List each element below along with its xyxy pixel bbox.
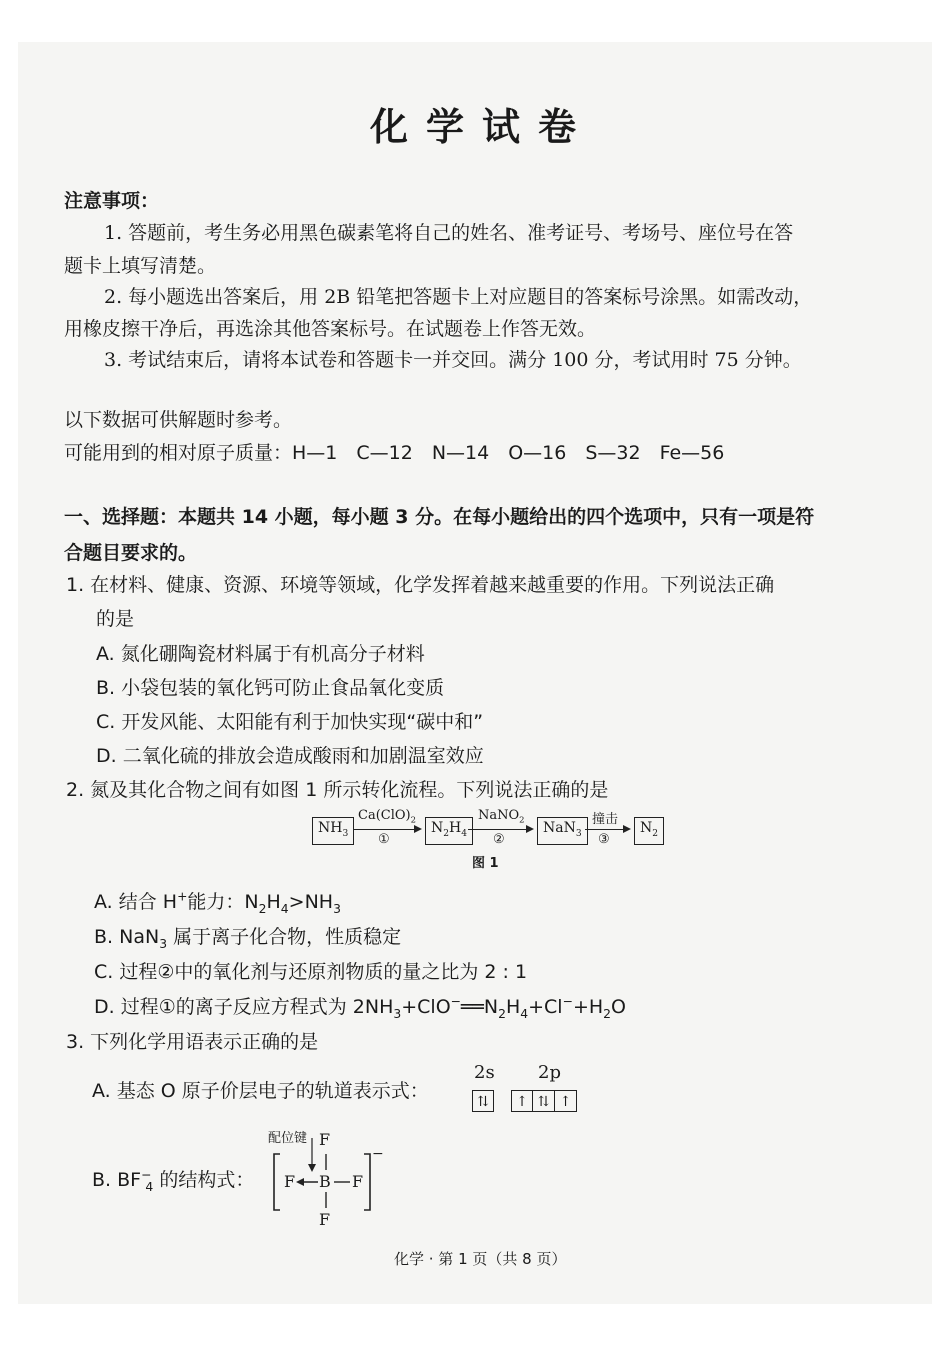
q3-stem: 3. 下列化学用语表示正确的是 (66, 1031, 319, 1053)
atom-f-top: F (319, 1130, 331, 1149)
q1-option-c: C. 开发风能、太阳能有利于加快实现“碳中和” (96, 711, 484, 733)
reference-line-2: 可能用到的相对原子质量：H—1 C—12 N—14 O—16 S—32 Fe—56 (64, 442, 725, 464)
notice-item-1-line-1: 1. 答题前，考生务必用黑色碳素笔将自己的姓名、准考证号、考场号、座位号在答 (104, 222, 794, 244)
orbital-2p-boxes (511, 1090, 577, 1112)
flow-node-n2h4: $N_2H_4$ (425, 817, 473, 845)
orbital-2s-box (472, 1090, 494, 1112)
orbital-box: ↑ (555, 1090, 577, 1112)
flow-arrow-3 (585, 829, 629, 830)
orbital-box: ⇅ (472, 1090, 494, 1112)
section-1-line-1: 一、选择题：本题共 14 小题，每小题 3 分。在每小题给出的四个选项中，只有一项是符 (64, 506, 815, 528)
flow-arrow-2 (468, 829, 532, 830)
atom-b-center: B (319, 1172, 331, 1191)
atom-f-right: F (352, 1172, 364, 1191)
flow-node-n2: $N_2$ (634, 817, 664, 845)
flow-node-nan3: NaN$_3$ (537, 817, 588, 845)
notice-item-1-line-2: 题卡上填写清楚。 (64, 255, 217, 277)
page-footer: 化学 · 第 1 页（共 8 页） (394, 1250, 567, 1268)
q2-stem: 2. 氮及其化合物之间有如图 1 所示转化流程。下列说法正确的是 (66, 779, 609, 801)
orbital-box: ⇅ (533, 1090, 555, 1112)
orbital-box: ↑ (511, 1090, 533, 1112)
figure-1-caption: 图 1 (472, 856, 499, 871)
q1-option-a: A. 氮化硼陶瓷材料属于有机高分子材料 (96, 643, 425, 665)
notice-item-3: 3. 考试结束后，请将本试卷和答题卡一并交回。满分 100 分，考试用时 75 分钟。 (104, 349, 802, 371)
flow-reagent-1: $Ca(ClO)_2$ (358, 808, 416, 825)
q3-option-b: B. $BF^-_4$ 的结构式： (92, 1167, 255, 1194)
flow-step-1: ① (378, 832, 390, 847)
orbital-2p-label: 2p (538, 1062, 561, 1083)
notice-item-2-line-2: 用橡皮擦干净后，再选涂其他答案标号。在试题卷上作答无效。 (64, 318, 597, 340)
flow-step-3: ③ (598, 832, 610, 847)
section-1-line-2: 合题目要求的。 (64, 542, 198, 564)
flow-reagent-3: 撞击 (592, 812, 619, 827)
right-bracket (364, 1154, 370, 1210)
flow-arrow-1 (354, 829, 420, 830)
q1-stem-line-2: 的是 (96, 608, 135, 630)
reference-line-1: 以下数据可供解题时参考。 (64, 409, 293, 431)
orbital-2s-label: 2s (474, 1062, 495, 1083)
q2-option-a: A. 结合 H+能力：$N_2H_4>NH_3$ (94, 889, 341, 916)
q1-option-d: D. 二氧化硫的排放会造成酸雨和加剧温室效应 (96, 745, 484, 767)
q1-option-b: B. 小袋包装的氧化钙可防止食品氧化变质 (96, 677, 445, 699)
ion-charge: − (372, 1146, 384, 1162)
q3-option-a: A. 基态 O 原子价层电子的轨道表示式： (92, 1080, 429, 1102)
label-pointer-head (308, 1164, 316, 1172)
flow-step-2: ② (493, 832, 505, 847)
page-title: 化学试卷 (370, 104, 595, 149)
atom-f-left: F (284, 1172, 296, 1191)
flow-node-nh3: $NH_3$ (312, 817, 354, 845)
left-bracket (274, 1154, 280, 1210)
q1-stem-line-1: 1. 在材料、健康、资源、环境等领域，化学发挥着越来越重要的作用。下列说法正确 (66, 574, 775, 596)
q2-option-d: D. 过程①的离子反应方程式为 $2NH_3+ClO^-══N_2H_4+Cl^-+H_2O$ (94, 994, 626, 1021)
coordinate-bond-arrowhead (296, 1178, 304, 1186)
notice-heading: 注意事项： (64, 190, 160, 212)
coordinate-bond-label: 配位键 (268, 1131, 308, 1146)
atom-f-bottom: F (319, 1210, 331, 1229)
q2-option-b: B. NaN$_3$ 属于离子化合物，性质稳定 (94, 926, 402, 951)
q2-option-c: C. 过程②中的氧化剂与还原剂物质的量之比为 2 : 1 (94, 961, 528, 983)
notice-item-2-line-1: 2. 每小题选出答案后，用 2B 铅笔把答题卡上对应题目的答案标号涂黑。如需改动， (104, 286, 813, 308)
flow-reagent-2: NaNO$_2$ (478, 808, 525, 825)
